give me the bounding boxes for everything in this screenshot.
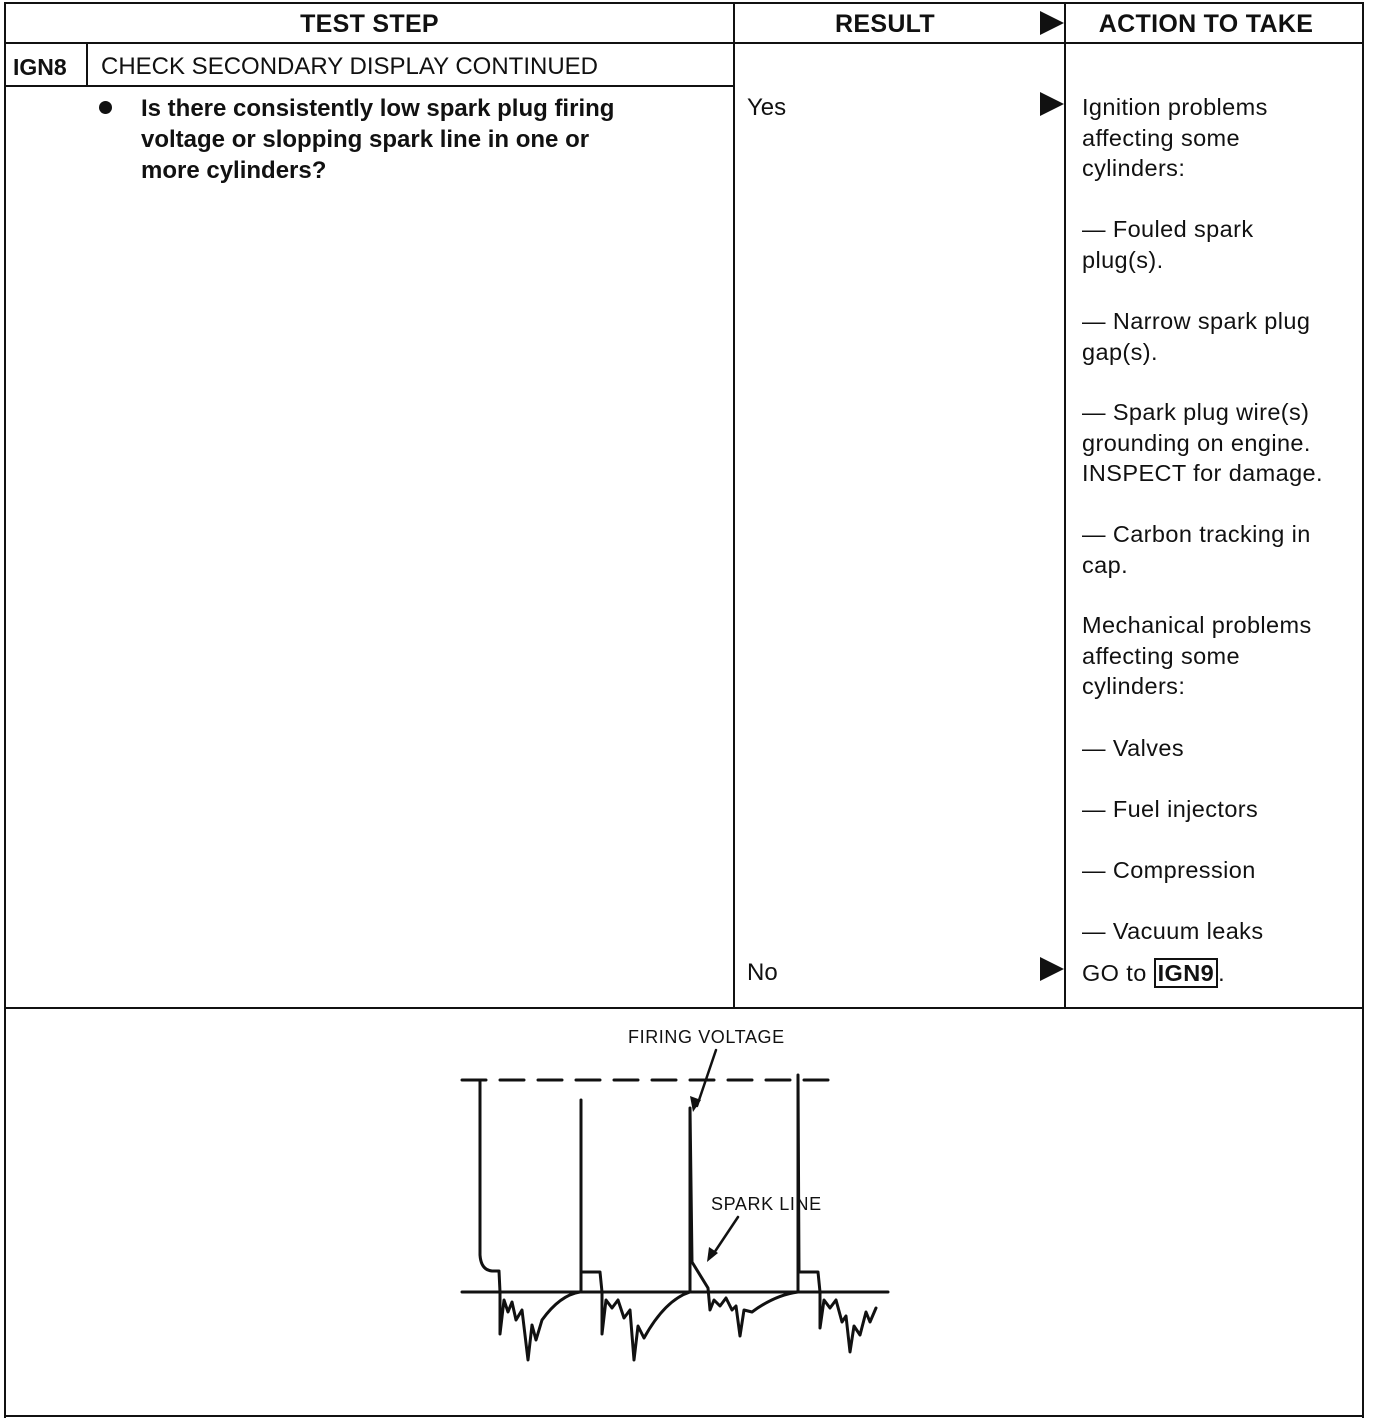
header-result: RESULT: [835, 10, 935, 38]
action-line: cylinders:: [1082, 155, 1186, 181]
action-line: — Carbon tracking in: [1082, 521, 1311, 547]
spark-line-label: SPARK LINE: [711, 1194, 822, 1214]
question-line: voltage or slopping spark line in one or: [141, 126, 590, 153]
question-line: Is there consistently low spark plug firing: [141, 95, 615, 122]
action-line: INSPECT for damage.: [1082, 460, 1323, 486]
action-compression: — Compression: [1082, 857, 1256, 883]
action-line: plug(s).: [1082, 246, 1164, 273]
action-fuel-injectors: — Fuel injectors: [1082, 796, 1259, 822]
goto-suffix: .: [1218, 960, 1226, 986]
firing-voltage-label: FIRING VOLTAGE: [628, 1027, 785, 1047]
action-line: — Narrow spark plug: [1082, 308, 1311, 334]
question-line: more cylinders?: [141, 157, 327, 184]
action-line: — Spark plug wire(s): [1082, 399, 1310, 425]
spark-line-pointer: [712, 1217, 738, 1256]
action-valves: — Valves: [1082, 735, 1185, 761]
action-line: grounding on engine.: [1082, 429, 1311, 456]
action-line: gap(s).: [1082, 338, 1158, 365]
action-line: affecting some: [1082, 124, 1241, 151]
goto-prefix: GO to: [1082, 960, 1154, 986]
action-line: cap.: [1082, 551, 1129, 578]
cylinder-2-trace: [581, 1100, 690, 1360]
action-vacuum-leaks: — Vacuum leaks: [1082, 918, 1264, 944]
firing-voltage-pointer: [697, 1050, 716, 1106]
cylinder-4-trace: [798, 1075, 876, 1352]
result-no: No: [747, 959, 778, 986]
header-test-step: TEST STEP: [300, 10, 439, 38]
result-yes: Yes: [747, 94, 787, 121]
action-line: Mechanical problems: [1082, 612, 1312, 638]
cylinder-1-trace: [480, 1080, 580, 1360]
cylinder-3-trace: [690, 1108, 798, 1336]
action-line: cylinders:: [1082, 673, 1186, 699]
action-line: affecting some: [1082, 642, 1241, 669]
header-action: ACTION TO TAKE: [1098, 10, 1314, 38]
goto-ign9-link[interactable]: IGN9: [1154, 958, 1218, 988]
action-line: Ignition problems: [1082, 94, 1268, 120]
step-name: CHECK SECONDARY DISPLAY CONTINUED: [101, 53, 599, 80]
step-id: IGN8: [13, 54, 67, 80]
action-line: — Fouled spark: [1082, 216, 1254, 242]
